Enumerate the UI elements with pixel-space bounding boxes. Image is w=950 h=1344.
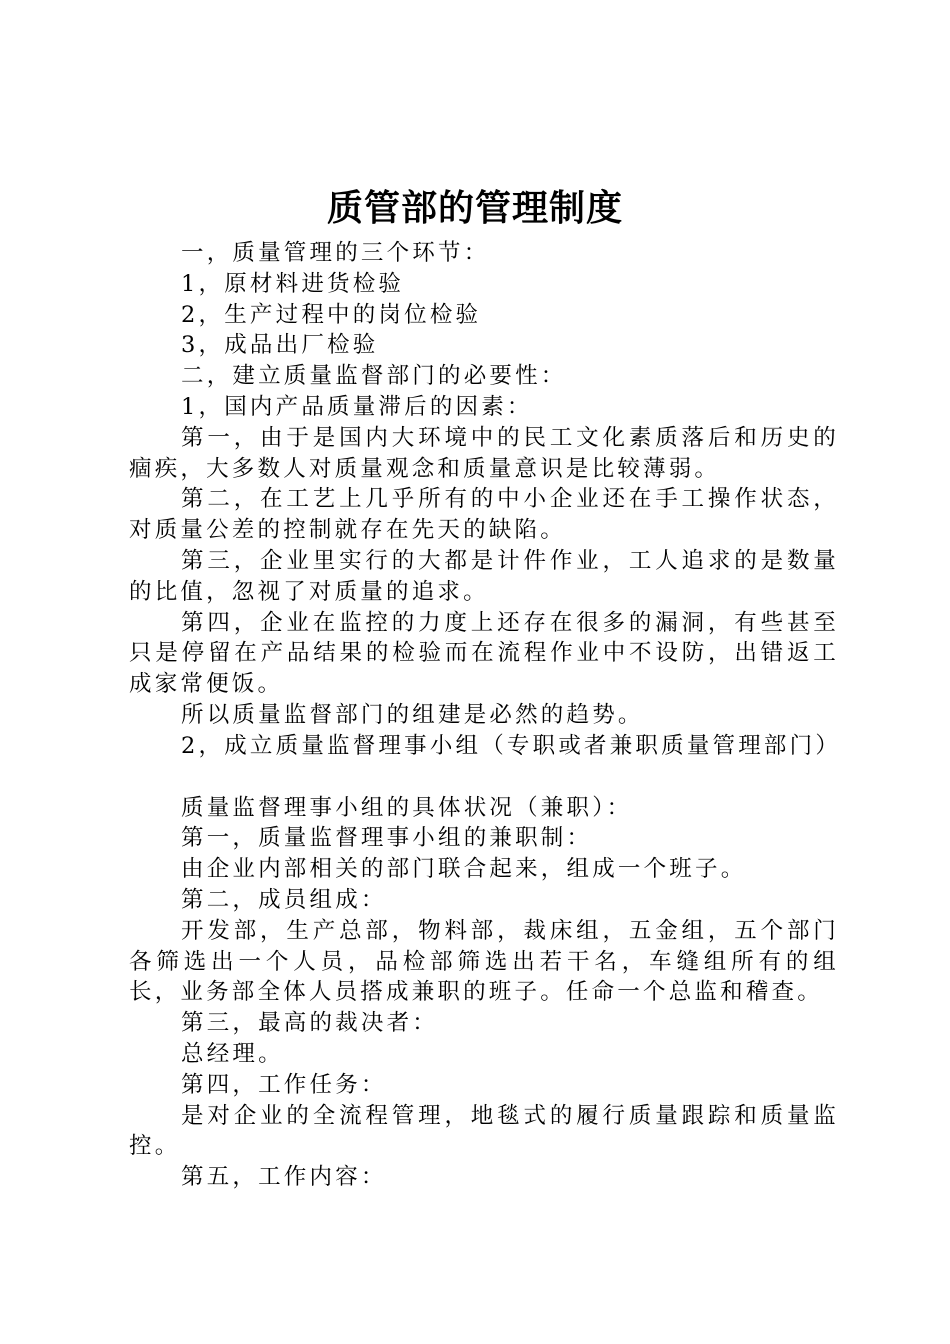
- paragraph-point-3-heading: 第三，最高的裁决者：: [181, 1010, 439, 1037]
- paragraph-item-1: 1，原材料进货检验: [181, 270, 405, 297]
- document-title: 质管部的管理制度: [326, 187, 623, 229]
- paragraph-section-2-heading: 二，建立质量监督部门的必要性：: [181, 363, 567, 390]
- paragraph-subheading-2: 2，成立质量监督理事小组（专职或者兼职质量管理部门）: [181, 732, 842, 759]
- paragraph-group-status: 质量监督理事小组的具体状况（兼职）：: [181, 794, 633, 821]
- paragraph-point-2-heading: 第二，成员组成：: [181, 886, 387, 913]
- document-body: [129, 238, 842, 1193]
- paragraph-point-5-heading: 第五，工作内容：: [181, 1164, 387, 1191]
- paragraph-factor-1: 第一，由于是国内大环境中的民工文化素质落后和历史的痼疾，大多数人对质量观念和质量意识是比较薄弱。: [129, 424, 839, 482]
- paragraph-item-2: 2，生产过程中的岗位检验: [181, 301, 482, 328]
- paragraph-point-1-heading: 第一，质量监督理事小组的兼职制：: [181, 825, 593, 852]
- paragraph-subheading-1: 1，国内产品质量滞后的因素：: [181, 393, 533, 420]
- paragraph-point-4-heading: 第四，工作任务：: [181, 1071, 387, 1098]
- paragraph-factor-2: 第二，在工艺上几乎所有的中小企业还在手工操作状态，对质量公差的控制就存在先天的缺陷。: [129, 486, 839, 544]
- paragraph-point-1-body: 由企业内部相关的部门联合起来，组成一个班子。: [181, 856, 747, 883]
- paragraph-point-4-body: 是对企业的全流程管理，地毯式的履行质量跟踪和质量监控。: [129, 1102, 839, 1160]
- paragraph-factor-3: 第三，企业里实行的大都是计件作业，工人追求的是数量的比值，忽视了对质量的追求。: [129, 547, 839, 605]
- paragraph-point-2-body: 开发部，生产总部，物料部，裁床组，五金组，五个部门各筛选出一个人员，品检部筛选出若干名，车缝组所有的组长，业务部全体人员搭成兼职的班子。任命一个总监和稽查。: [129, 917, 839, 1006]
- blank-line: [129, 762, 839, 793]
- paragraph-factor-4: 第四，企业在监控的力度上还存在很多的漏洞，有些甚至只是停留在产品结果的检验而在流程作业中不设防，出错返工成家常便饭。: [129, 609, 839, 698]
- paragraph-item-3: 3，成品出厂检验: [181, 332, 379, 359]
- paragraph-section-1-heading: 一，质量管理的三个环节：: [181, 240, 490, 266]
- paragraph-point-3-body: 总经理。: [181, 1040, 284, 1067]
- paragraph-conclusion: 所以质量监督部门的组建是必然的趋势。: [181, 701, 644, 728]
